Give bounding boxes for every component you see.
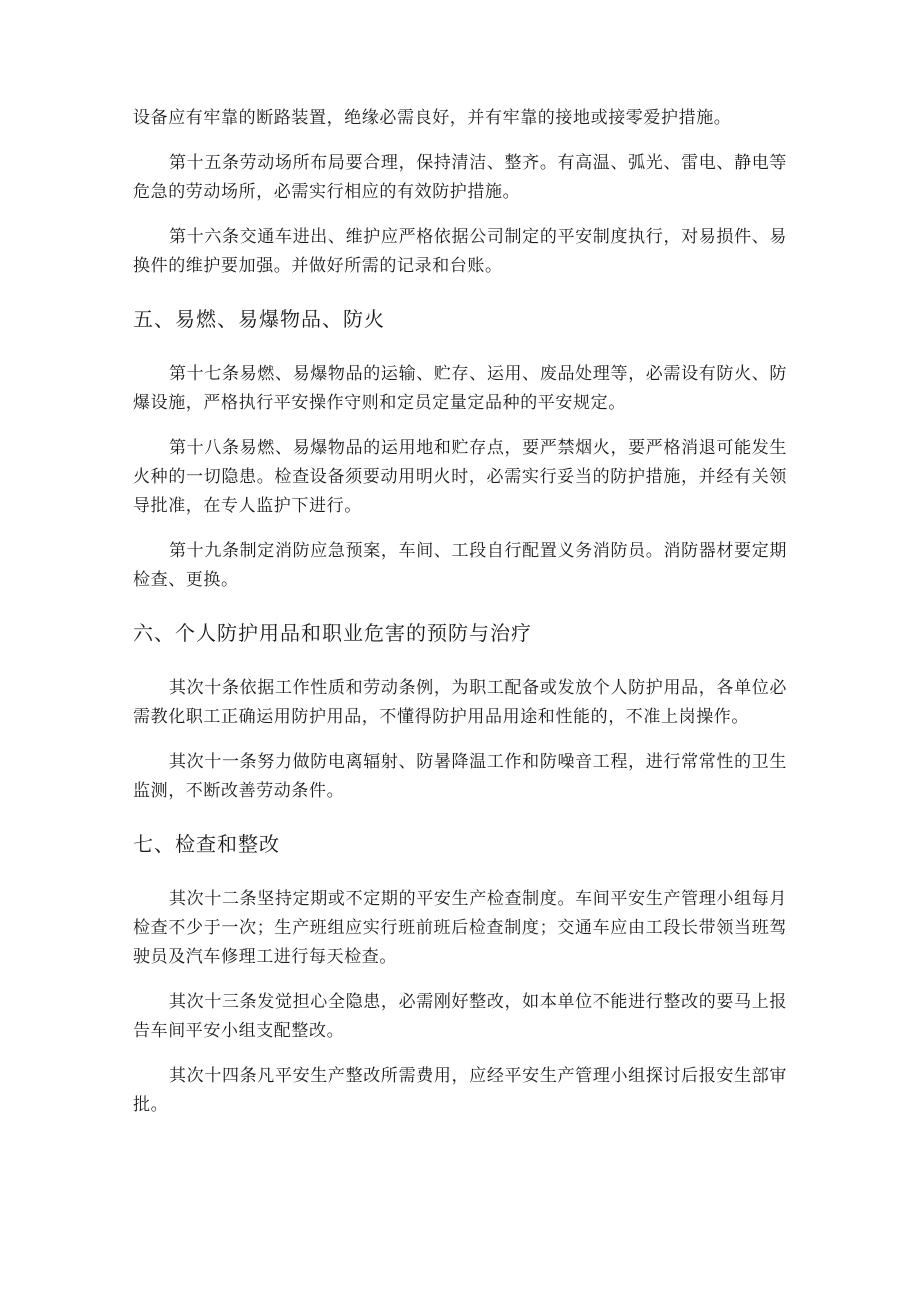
section-heading-5: 五、易燃、易爆物品、防火 [133,307,385,331]
section-heading-7: 七、检查和整改 [133,832,280,856]
paragraph-article-21: 其次十一条努力做防电离辐射、防暑降温工作和防噪音工程，进行常常性的卫生监测，不断改善劳动条件。 [133,752,787,801]
paragraph-continuation: 设备应有牢靠的断路装置，绝缘必需良好，并有牢靠的接地或接零爱护措施。 [133,108,732,128]
paragraph-article-17: 第十七条易燃、易爆物品的运输、贮存、运用、废品处理等，必需设有防火、防爆设施，严格执行平安操作守则和定员定量定品种的平安规定。 [133,364,787,413]
paragraph-article-24: 其次十四条凡平安生产整改所需费用，应经平安生产管理小组探讨后报安生部审批。 [133,1066,787,1115]
paragraph-article-23: 其次十三条发觉担心全隐患，必需刚好整改，如本单位不能进行整改的要马上报告车间平安小组支配整改。 [133,992,787,1041]
document-page [133,104,787,1120]
paragraph-article-19: 第十九条制定消防应急预案，车间、工段自行配置义务消防员。消防器材要定期检查、更换。 [133,541,787,590]
paragraph-article-16: 第十六条交通车进出、维护应严格依据公司制定的平安制度执行，对易损件、易换件的维护要加强。并做好所需的记录和台账。 [133,227,787,276]
paragraph-article-22: 其次十二条坚持定期或不定期的平安生产检查制度。车间平安生产管理小组每月检查不少于一次；生产班组应实行班前班后检查制度；交通车应由工段长带领当班驾驶员及汽车修理工进行每天检查。 [133,889,787,967]
paragraph-article-20: 其次十条依据工作性质和劳动条例，为职工配备或发放个人防护用品，各单位必需教化职工正确运用防护用品，不懂得防护用品用途和性能的，不准上岗操作。 [133,678,787,727]
paragraph-article-18: 第十八条易燃、易爆物品的运用地和贮存点，要严禁烟火，要严格消退可能发生火种的一切隐患。检查设备须要动用明火时，必需实行妥当的防护措施，并经有关领导批准，在专人监护下进行。 [133,438,787,516]
section-heading-6: 六、个人防护用品和职业危害的预防与治疗 [133,621,532,645]
paragraph-article-15: 第十五条劳动场所布局要合理，保持清洁、整齐。有高温、弧光、雷电、静电等危急的劳动场所，必需实行相应的有效防护措施。 [133,153,787,202]
